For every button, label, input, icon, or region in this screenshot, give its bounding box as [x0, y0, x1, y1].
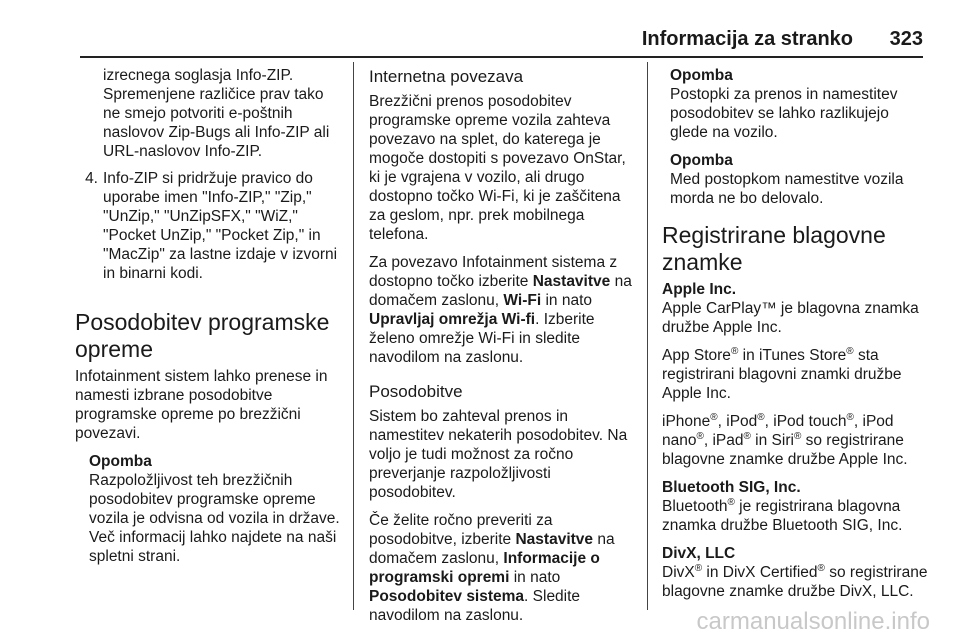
note-text: Razpoložljivost teh brezžičnih posodobitev programske opreme vozila je odvisna od vozila in države. Več informacij lahko najdete na naši spletni strani.: [89, 472, 340, 565]
trademark-owner-bluetooth: Bluetooth SIG, Inc.: [662, 479, 801, 496]
list-item-number: 4.: [85, 170, 98, 187]
trademark-owner-apple: Apple Inc.: [662, 281, 737, 298]
note-text: Med postopkom namestitve vozila morda ne bo delovalo.: [670, 171, 904, 207]
registered-mark: ®: [727, 496, 735, 508]
text: in nato: [541, 292, 593, 309]
text: so registrirane blagovne znamke družbe Apple Inc.: [662, 432, 908, 468]
paragraph: [662, 346, 930, 403]
section-heading-software-update: Posodobitev programske opreme: [75, 309, 330, 362]
column-2: [369, 66, 637, 634]
text: in Siri: [750, 432, 794, 449]
section-heading-internet: Internetna povezava: [369, 67, 524, 86]
paragraph: [662, 412, 930, 469]
registered-mark: ®: [710, 411, 718, 423]
note-block: [670, 66, 930, 142]
paragraph: [662, 497, 930, 535]
note-block: [89, 452, 343, 566]
text: in iTunes Store: [738, 347, 847, 364]
text: so registrirane blagovne znamke družbe DivX, LLC.: [662, 564, 928, 600]
text: Bluetooth: [662, 498, 728, 515]
registered-mark: ®: [846, 345, 854, 357]
watermark: carmanualsonline.info: [696, 608, 930, 635]
text: je registrirana blagovna znamka družbe Bluetooth SIG, Inc.: [662, 498, 903, 534]
paragraph-manual-update: [369, 511, 637, 625]
registered-mark: ®: [817, 562, 825, 574]
registered-mark: ®: [696, 430, 704, 442]
note-label: Opomba: [670, 152, 733, 169]
page-number: 323: [889, 28, 923, 50]
header-rule: [80, 56, 923, 58]
note-text: Postopki za prenos in namestitev posodobitev se lahko razlikujejo glede na vozilo.: [670, 86, 898, 141]
text: , iPad: [703, 432, 744, 449]
text: na domačem zaslonu,: [369, 273, 632, 309]
menu-term-wifi: Wi-Fi: [503, 292, 542, 309]
list-item-4: [75, 169, 343, 283]
text: sta registrirani blagovni znamki družbe Apple Inc.: [662, 347, 902, 402]
registered-mark: ®: [846, 411, 854, 423]
registered-mark: ®: [757, 411, 765, 423]
text: , iPod touch: [764, 413, 847, 430]
column-1: [75, 66, 343, 575]
header-title: Informacija za stranko: [641, 28, 853, 50]
menu-term-settings: Nastavitve: [532, 273, 611, 290]
menu-term-settings: Nastavitve: [515, 531, 594, 548]
registered-mark: ®: [793, 430, 802, 442]
list-item-text: Info-ZIP si pridržuje pravico do uporabe imen "Info-ZIP," "Zip," "UnZip," "UnZipSFX," "WiZ," "Pocket UnZip," "Pocket Zip," in "MacZip" za lastne izdaje v izvorni in binarni kodi.: [103, 170, 338, 282]
paragraph-wifi: [369, 253, 637, 367]
list-continuation: izrecnega soglasja Info-ZIP. Spremenjene različice prav tako ne smejo potvoriti e-poštnih naslovov Zip-Bugs ali Info-ZIP ali URL-naslovov Info-ZIP.: [103, 67, 330, 160]
text: in DivX Certified: [702, 564, 818, 581]
column-divider-2: [647, 62, 648, 610]
column-divider-1: [353, 62, 354, 610]
page-header: [80, 28, 923, 58]
paragraph: Brezžični prenos posodobitev programske opreme vozila zahteva povezavo na splet, do katerega je mogoče dostopiti s povezavo OnStar, ki je vgrajena v vozilo, ali drugo dostopno točko Wi-Fi, ki je zaščitena za geslom, npr. prek mobilnega telefona.: [369, 93, 626, 243]
menu-term-manage-wifi: Upravljaj omrežja Wi-fi: [369, 311, 536, 328]
note-label: Opomba: [89, 453, 152, 470]
paragraph: Apple CarPlay™ je blagovna znamka družbe Apple Inc.: [662, 300, 919, 336]
registered-mark: ®: [743, 430, 751, 442]
registered-mark: ®: [730, 345, 739, 357]
text: Za povezavo Infotainment sistema z dostopno točko izberite: [369, 254, 618, 290]
menu-term-system-update: Posodobitev sistema: [369, 588, 525, 605]
text: iPhone: [662, 413, 711, 430]
paragraph: Sistem bo zahteval prenos in namestitev nekaterih posodobitev. Na voljo je tudi možnost za ročno preverjanje razpoložljivosti posodobitev.: [369, 408, 628, 501]
text: Če želite ročno preveriti za posodobitve, izberite: [369, 512, 553, 548]
text: . Izberite želeno omrežje Wi-Fi in sledite navodilom na zaslonu.: [369, 311, 595, 366]
column-3: [662, 66, 930, 610]
section-heading-updates: Posodobitve: [369, 382, 463, 401]
registered-mark: ®: [694, 562, 703, 574]
text: na domačem zaslonu,: [369, 531, 615, 567]
text: in nato: [509, 569, 561, 586]
note-label: Opomba: [670, 67, 733, 84]
text: . Sledite navodilom na zaslonu.: [369, 588, 581, 624]
text: App Store: [662, 347, 731, 364]
menu-term-software-info: Informacije o programski opremi: [369, 550, 600, 586]
section-heading-trademarks: Registrirane blagovne znamke: [662, 222, 886, 275]
trademark-owner-divx: DivX, LLC: [662, 545, 736, 562]
text: , iPod nano: [662, 413, 894, 449]
note-block: [670, 151, 930, 208]
text: DivX: [662, 564, 695, 581]
paragraph: [662, 563, 930, 601]
paragraph: Infotainment sistem lahko prenese in namesti izbrane posodobitve programske opreme po brezžični povezavi.: [75, 368, 328, 442]
text: , iPod: [717, 413, 758, 430]
